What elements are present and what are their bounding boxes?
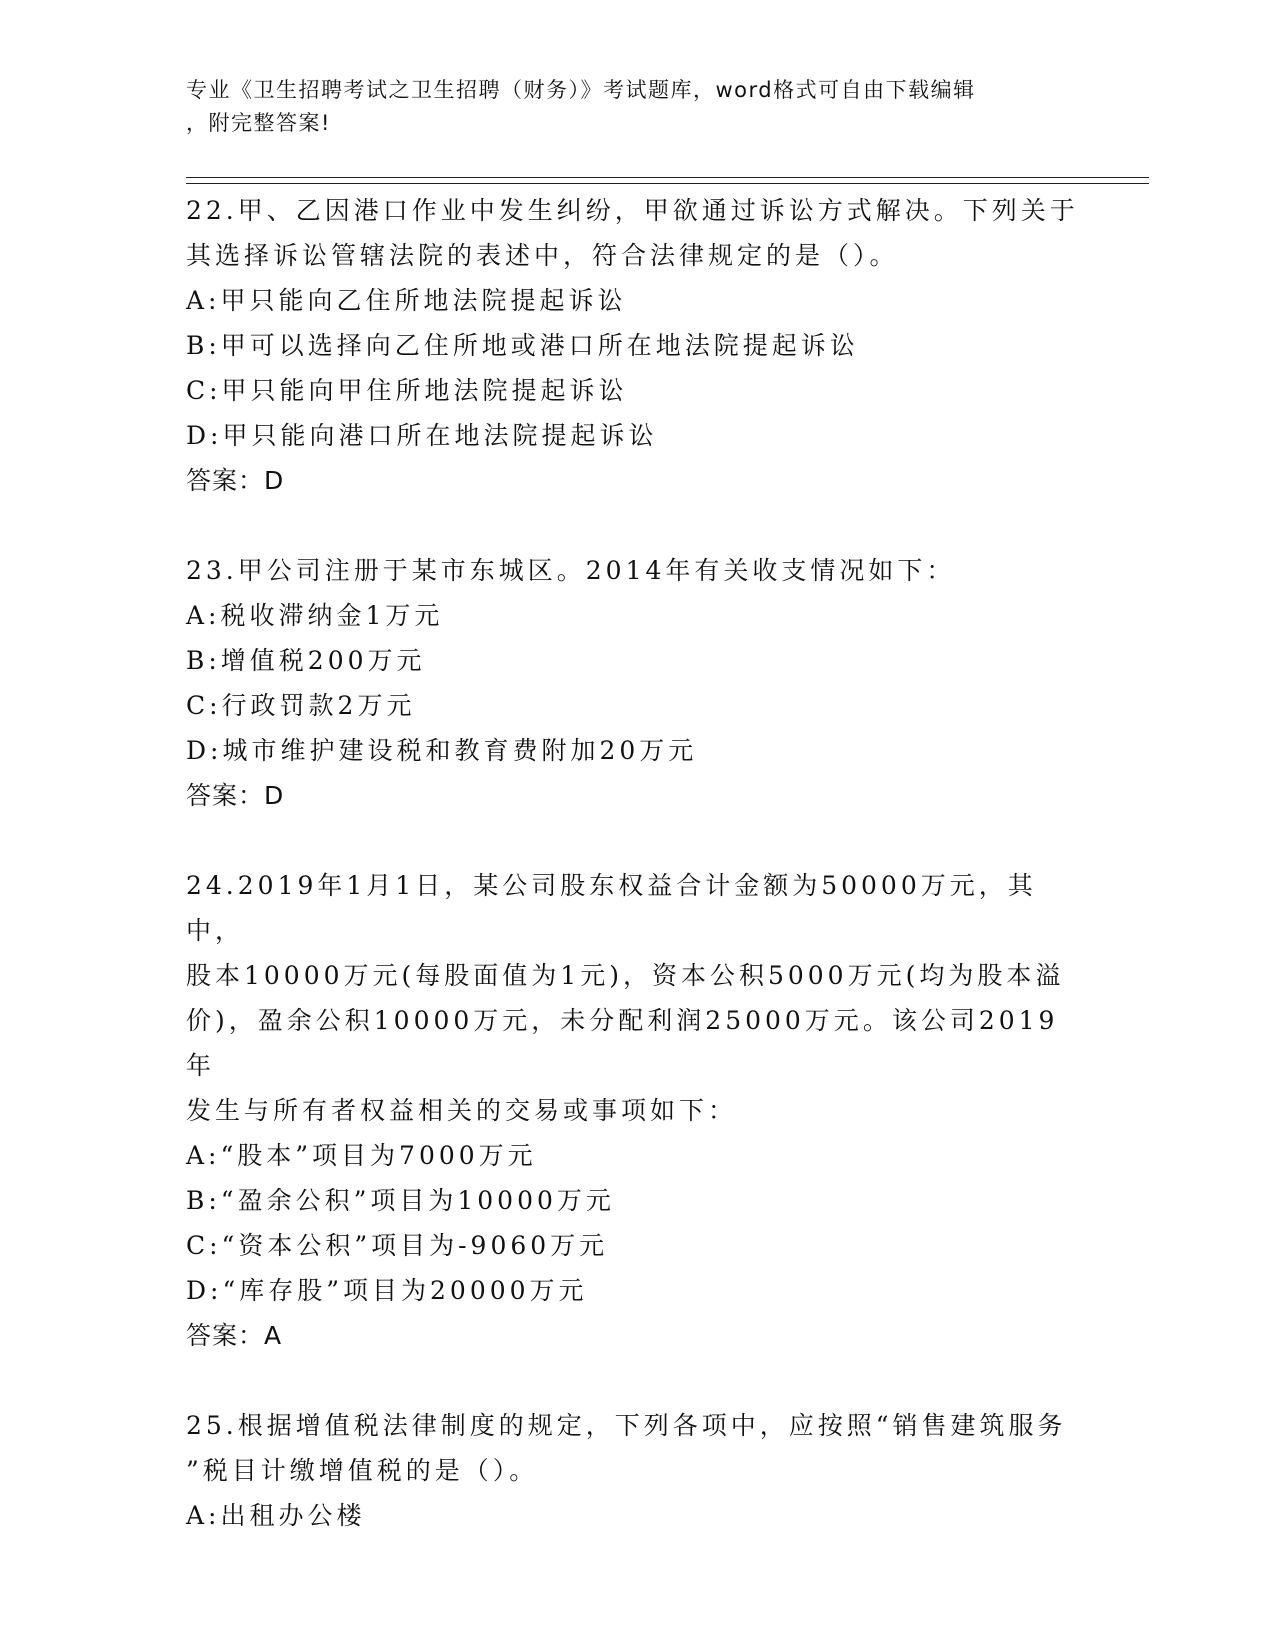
question-22 xyxy=(186,188,1086,503)
option-d: D:城市维护建设税和教育费附加20万元 xyxy=(186,736,698,765)
question-stem-line: ”税目计缴增值税的是（）。 xyxy=(186,1456,539,1485)
option-c: C:甲只能向甲住所地法院提起诉讼 xyxy=(186,376,628,405)
option-b: B:“盈余公积”项目为10000万元 xyxy=(186,1186,615,1215)
question-24 xyxy=(186,863,1086,1358)
option-b: B:甲可以选择向乙住所地或港口所在地法院提起诉讼 xyxy=(186,331,859,360)
question-stem-line: 其选择诉讼管辖法院的表述中，符合法律规定的是（）。 xyxy=(186,241,899,270)
option-c: C:“资本公积”项目为-9060万元 xyxy=(186,1231,609,1260)
question-stem-line: 25.根据增值税法律制度的规定，下列各项中，应按照“销售建筑服务 xyxy=(186,1411,1067,1440)
question-stem-line: 股本10000万元(每股面值为1元)，资本公积5000万元(均为股本溢 xyxy=(186,961,1065,990)
option-c: C:行政罚款2万元 xyxy=(186,691,416,720)
header-rule-top xyxy=(186,177,1149,178)
question-stem-line: 24.2019年1月1日，某公司股东权益合计金额为50000万元，其中， xyxy=(186,871,1037,945)
question-23 xyxy=(186,548,1086,818)
option-a: A:出租办公楼 xyxy=(186,1501,366,1530)
option-d: D:甲只能向港口所在地法院提起诉讼 xyxy=(186,421,658,450)
header-line-2: ，附完整答案! xyxy=(186,111,331,135)
question-stem-line: 发生与所有者权益相关的交易或事项如下： xyxy=(186,1096,738,1125)
answer: 答案：A xyxy=(186,1321,283,1350)
spacer xyxy=(186,503,1086,548)
option-a: A:税收滞纳金1万元 xyxy=(186,601,444,630)
question-stem-line: 价)，盈余公积10000万元，未分配利润25000万元。该公司2019年 xyxy=(186,1006,1059,1080)
question-list xyxy=(186,188,1086,1538)
spacer xyxy=(186,1358,1086,1403)
option-a: A:“股本”项目为7000万元 xyxy=(186,1141,537,1170)
document-header xyxy=(186,74,1086,140)
spacer xyxy=(186,818,1086,863)
option-d: D:“库存股”项目为20000万元 xyxy=(186,1276,588,1305)
header-line-1: 专业《卫生招聘考试之卫生招聘（财务）》考试题库，word格式可自由下载编辑 xyxy=(186,78,976,102)
answer: 答案：D xyxy=(186,466,285,495)
question-25 xyxy=(186,1403,1086,1538)
option-a: A:甲只能向乙住所地法院提起诉讼 xyxy=(186,286,627,315)
question-stem-line: 23.甲公司注册于某市东城区。2014年有关收支情况如下： xyxy=(186,556,956,585)
answer: 答案：D xyxy=(186,781,285,810)
question-stem-line: 22.甲、乙因港口作业中发生纠纷，甲欲通过诉讼方式解决。下列关于 xyxy=(186,196,1079,225)
option-b: B:增值税200万元 xyxy=(186,646,426,675)
header-rule-bottom xyxy=(186,183,1149,184)
